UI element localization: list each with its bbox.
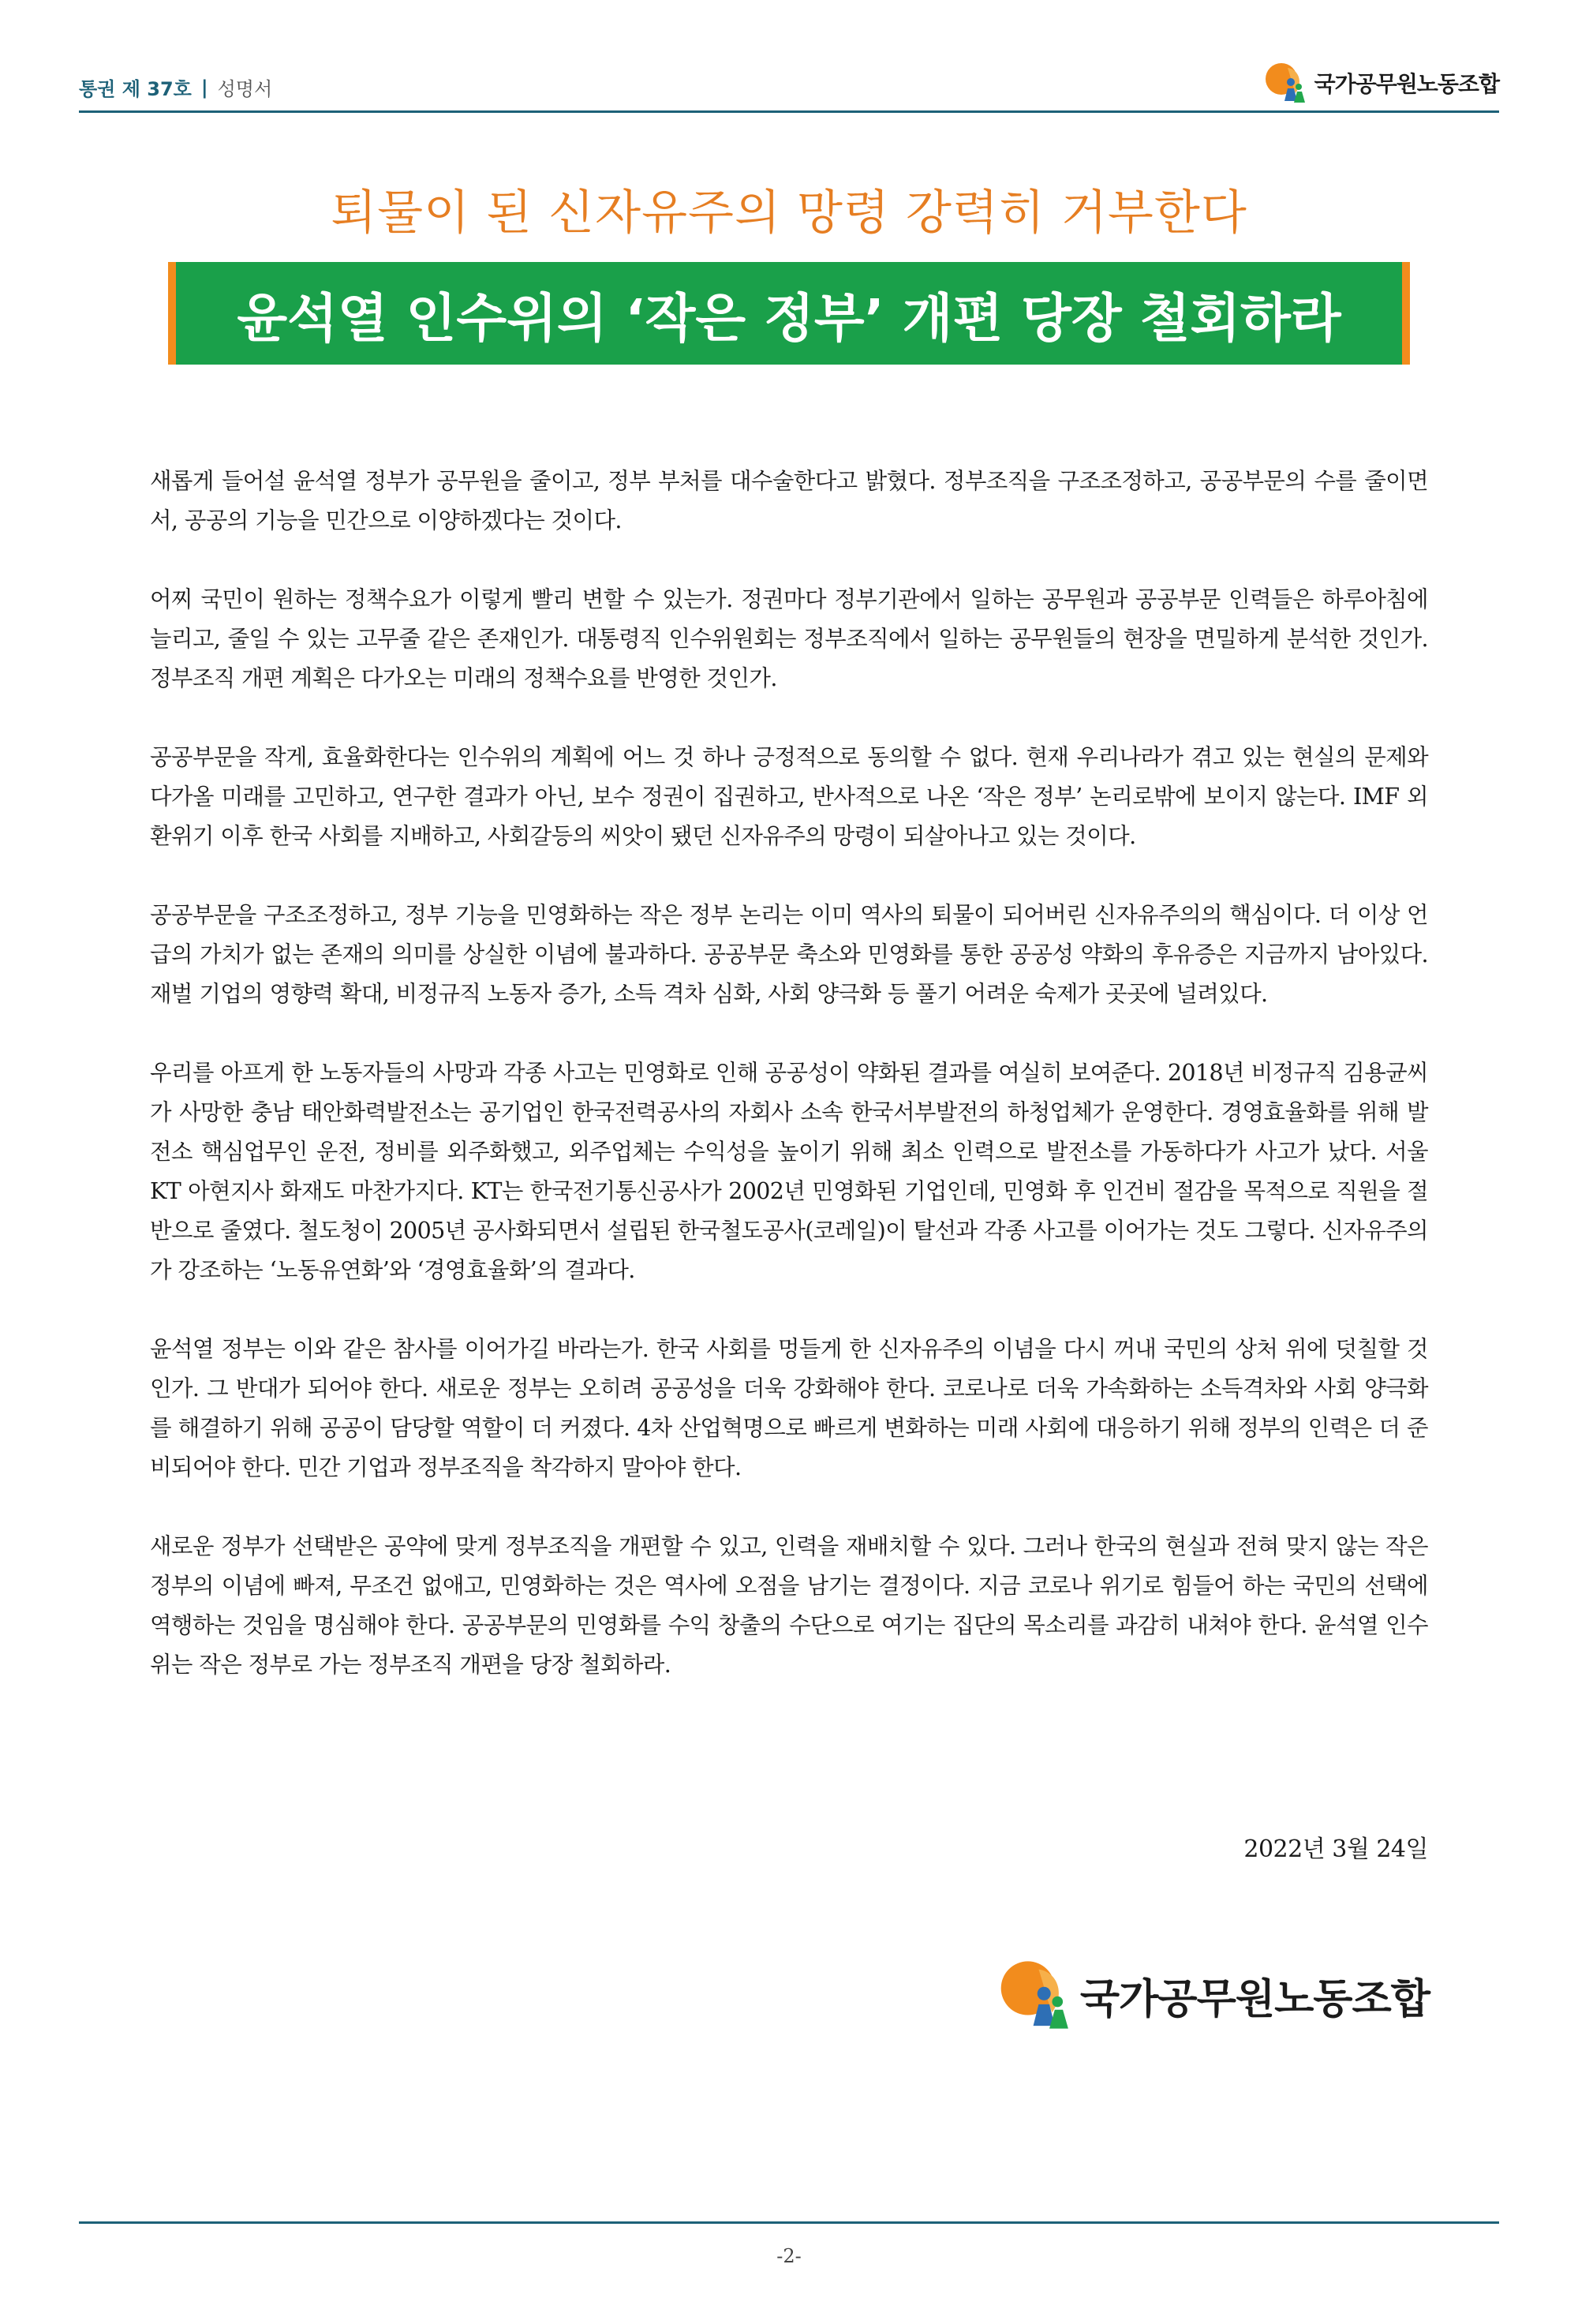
subtitle: 퇴물이 된 신자유주의 망령 강력히 거부한다 bbox=[331, 185, 1247, 241]
paragraph: 새로운 정부가 선택받은 공약에 맞게 정부조직을 개편할 수 있고, 인력을 재배치할 수 있다. 그러나 한국의 현실과 전혀 맞지 않는 작은 정부의 이념에 빠져, 무조건 없애고, 민영화하는 것은 역사에 오점을 남기는 결정이다. 지금 코로나 위기로 힘들어 하는 국민의 선택에 역행하는 것임을 명심해야 한다. 공공부문의 민영화를 수익 창출의 수단으로 여기는 집단의 목소리를 과감히 내쳐야 한다. 윤석열 인수위는 작은 정부로 가는 정부조직 개편을 당장 철회하라. bbox=[150, 1533, 1428, 1678]
document-type: 성명서 bbox=[217, 78, 273, 100]
page-number: -2- bbox=[776, 2245, 802, 2267]
header-separator: | bbox=[200, 76, 208, 99]
page-header bbox=[79, 49, 1499, 113]
paragraph: 우리를 아프게 한 노동자들의 사망과 각종 사고는 민영화로 인해 공공성이 약화된 결과를 여실히 보여준다. 2018년 비정규직 김용균씨가 사망한 충남 태안화력발전소는 공기업인 한국전력공사의 자회사 소속 한국서부발전의 하청업체가 운영한다. 경영효율화를 위해 발전소 핵심업무인 운전, 정비를 외주화했고, 외주업체는 수익성을 높이기 위해 최소 인력으로 발전소를 가동하다가 사고가 났다. 서울 KT 아현지사 화재도 마찬가지다. KT는 한국전기통신공사가 2002년 민영화된 기업인데, 민영화 후 인건비 절감을 목적으로 직원을 절반으로 줄였다. 철도청이 2005년 공사화되면서 설립된 한국철도공사(코레일)이 탈선과 각종 사고를 이어가는 것도 그렇다. 신자유주의가 강조하는 ‘노동유연화’와 ‘경영효율화’의 결과다. bbox=[150, 1060, 1428, 1283]
signature-union-name: 국가공무원노동조합 bbox=[1079, 1975, 1430, 2023]
issue-number: 통권 제 37호 bbox=[79, 78, 192, 100]
statement-body bbox=[150, 462, 1428, 1724]
paragraph: 공공부문을 작게, 효율화한다는 인수위의 계획에 어느 것 하나 긍정적으로 동의할 수 없다. 현재 우리나라가 겪고 있는 현실의 문제와 다가올 미래를 고민하고, 연구한 결과가 아닌, 보수 정권이 집권하고, 반사적으로 나온 ‘작은 정부’ 논리로밖에 보이지 않는다. IMF 외환위기 이후 한국 사회를 지배하고, 사회갈등의 씨앗이 됐던 신자유주의 망령이 되살아나고 있는 것이다. bbox=[150, 744, 1428, 849]
statement-date: 2022년 3월 24일 bbox=[1243, 1836, 1428, 1863]
paragraph: 어찌 국민이 원하는 정책수요가 이렇게 빨리 변할 수 있는가. 정권마다 정부기관에서 일하는 공무원과 공공부문 인력들은 하루아침에 늘리고, 줄일 수 있는 고무줄 같은 존재인가. 대통령직 인수위원회는 정부조직에서 일하는 공무원들의 현장을 면밀하게 분석한 것인가. 정부조직 개편 계획은 다가오는 미래의 정책수요를 반영한 것인가. bbox=[150, 586, 1428, 691]
main-title: 윤석열 인수위의 ‘작은 정부’ 개편 당장 철회하라 bbox=[237, 287, 1341, 349]
paragraph: 윤석열 정부는 이와 같은 참사를 이어가길 바라는가. 한국 사회를 멍들게 한 신자유주의 이념을 다시 꺼내 국민의 상처 위에 덧칠할 것인가. 그 반대가 되어야 한다. 새로운 정부는 오히려 공공성을 더욱 강화해야 한다. 코로나로 더욱 가속화하는 소득격차와 사회 양극화를 해결하기 위해 공공이 담당할 역할이 더 커졌다. 4차 산업혁명으로 빠르게 변화하는 미래 사회에 대응하기 위해 정부의 인력은 더 준비되어야 한다. 민간 기업과 정부조직을 착각하지 말아야 한다. bbox=[150, 1336, 1428, 1480]
footer-divider bbox=[79, 2221, 1499, 2224]
title-banner bbox=[168, 262, 1410, 365]
union-logo-icon bbox=[1264, 62, 1308, 104]
union-name: 국가공무원노동조합 bbox=[1314, 71, 1499, 97]
issue-info bbox=[79, 73, 272, 104]
union-logo-icon bbox=[998, 1959, 1074, 2031]
signature-logo bbox=[998, 1959, 1430, 2031]
paragraph: 공공부문을 구조조정하고, 정부 기능을 민영화하는 작은 정부 논리는 이미 역사의 퇴물이 되어버린 신자유주의의 핵심이다. 더 이상 언급의 가치가 없는 존재의 의미를 상실한 이념에 불과하다. 공공부문 축소와 민영화를 통한 공공성 약화의 후유증은 지금까지 남아있다. 재벌 기업의 영향력 확대, 비정규직 노동자 증가, 소득 격차 심화, 사회 양극화 등 풀기 어려운 숙제가 곳곳에 널려있다. bbox=[150, 902, 1428, 1007]
header-logo bbox=[1264, 62, 1499, 104]
paragraph: 새롭게 들어설 윤석열 정부가 공무원을 줄이고, 정부 부처를 대수술한다고 밝혔다. 정부조직을 구조조정하고, 공공부문의 수를 줄이면서, 공공의 기능을 민간으로 이양하겠다는 것이다. bbox=[150, 468, 1428, 533]
title-block bbox=[0, 175, 1578, 365]
